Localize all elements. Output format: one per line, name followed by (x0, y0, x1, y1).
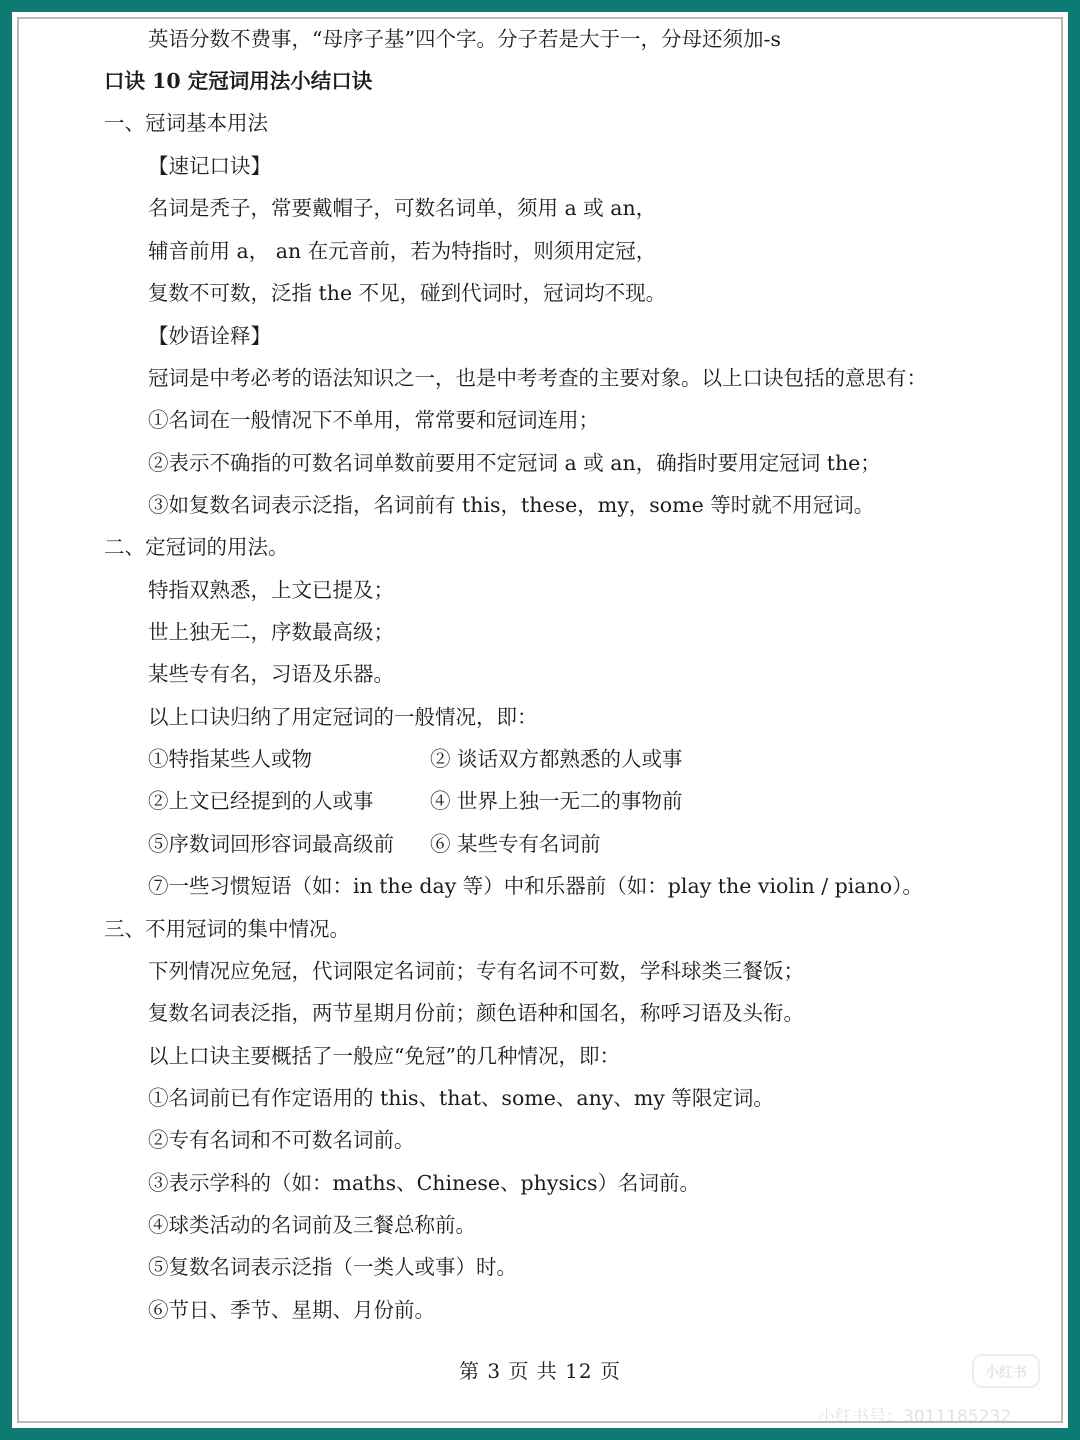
list-item: ⑦一些习惯短语（如：in the day 等）中和乐器前（如：play the violin / piano）。 (148, 874, 923, 898)
subheading: 【速记口诀】 (148, 154, 271, 178)
list-item: ②上文已经提到的人或事 (148, 789, 374, 813)
list-item: ⑤复数名词表示泛指（一类人或事）时。 (148, 1255, 517, 1279)
text-line: 复数不可数，泛指 the 不见，碰到代词时，冠词均不现。 (148, 281, 667, 305)
text-line: 某些专有名，习语及乐器。 (148, 662, 394, 686)
section-heading: 二、定冠词的用法。 (104, 535, 289, 559)
document-page (12, 12, 1068, 1428)
subheading: 【妙语诠释】 (148, 324, 271, 348)
list-item: ③如复数名词表示泛指，名词前有 this，these，my，some 等时就不用冠词。 (148, 493, 875, 517)
text-line: 复数名词表泛指，两节星期月份前；颜色语种和国名，称呼习语及头衔。 (148, 1001, 804, 1025)
section-heading: 一、冠词基本用法 (104, 111, 268, 135)
list-item: ②专有名词和不可数名词前。 (148, 1128, 415, 1152)
list-item: ④球类活动的名词前及三餐总称前。 (148, 1213, 476, 1237)
text-line: 冠词是中考必考的语法知识之一，也是中考考查的主要对象。以上口诀包括的意思有： (148, 366, 927, 390)
list-item: ②表示不确指的可数名词单数前要用不定冠词 a 或 an，确指时要用定冠词 the； (148, 451, 881, 475)
watermark-logo: 小红书 (972, 1354, 1040, 1388)
text-line: 英语分数不费事，“母序子基”四个字。分子若是大于一，分母还须加-s (148, 27, 781, 51)
text-line: 世上独无二，序数最高级； (148, 620, 394, 644)
text-line: 辅音前用 a， an 在元音前，若为特指时，则须用定冠， (148, 239, 657, 263)
text-line: 特指双熟悉，上文已提及； (148, 578, 394, 602)
list-item: ⑥节日、季节、星期、月份前。 (148, 1298, 435, 1322)
list-item: ⑤序数词回形容词最高级前 (148, 832, 394, 856)
list-item: ③表示学科的（如：maths、Chinese、physics）名词前。 (148, 1171, 701, 1195)
section-heading: 三、不用冠词的集中情况。 (104, 917, 350, 941)
list-item: ①名词在一般情况下不单用，常常要和冠词连用； (148, 408, 599, 432)
text-line: 下列情况应免冠，代词限定名词前；专有名词不可数，学科球类三餐饭； (148, 959, 804, 983)
section-heading: 口诀 10 定冠词用法小结口诀 (104, 69, 373, 93)
list-item: ② 谈话双方都熟悉的人或事 (430, 747, 683, 771)
list-item: ①特指某些人或物 (148, 747, 312, 771)
list-item: ④ 世界上独一无二的事物前 (430, 789, 683, 813)
text-line: 名词是秃子，常要戴帽子，可数名词单，须用 a 或 an， (148, 196, 657, 220)
text-line: 以上口诀归纳了用定冠词的一般情况，即： (148, 705, 538, 729)
watermark-id: 小红书号：3011185232 (818, 1407, 1012, 1427)
list-item: ①名词前已有作定语用的 this、that、some、any、my 等限定词。 (148, 1086, 774, 1110)
page-number-footer: 第 3 页 共 12 页 (459, 1359, 621, 1383)
text-line: 以上口诀主要概括了一般应“免冠”的几种情况，即： (148, 1044, 620, 1068)
list-item: ⑥ 某些专有名词前 (430, 832, 601, 856)
